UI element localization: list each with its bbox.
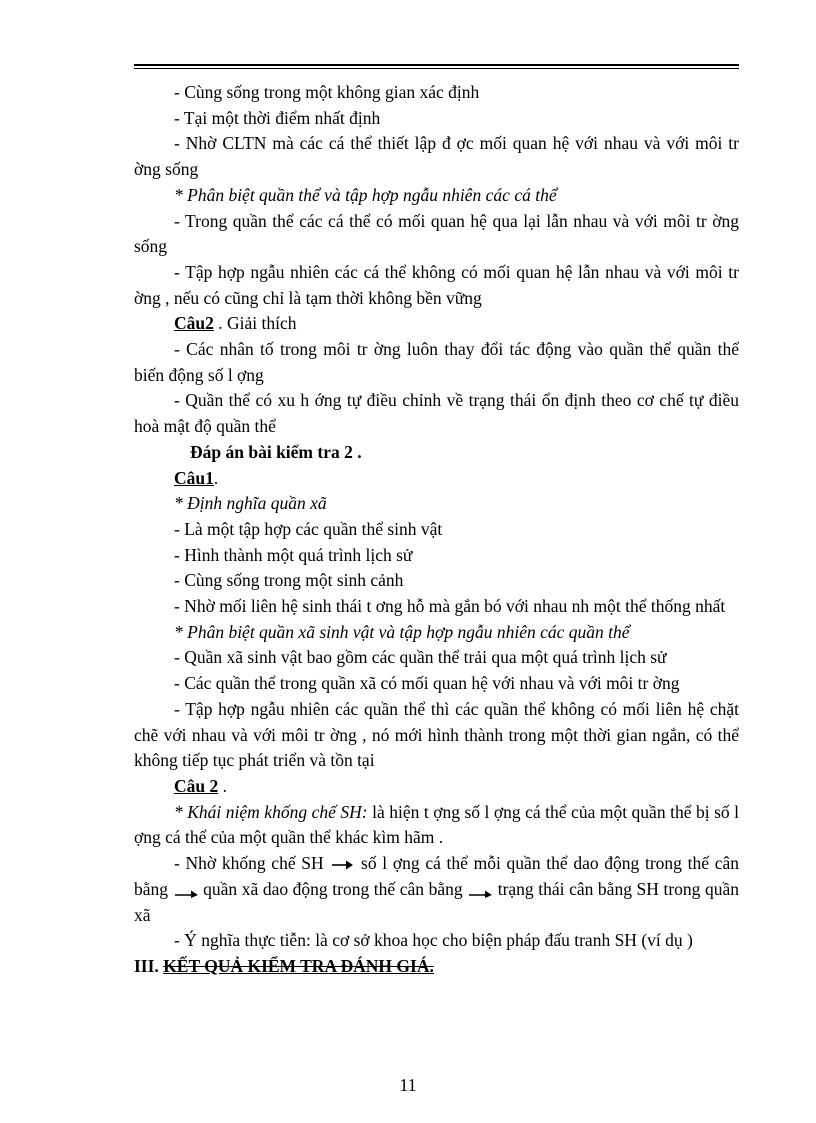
text-line: - Hình thành một quá trình lịch sử (174, 544, 413, 565)
text-line: - Ý nghĩa thực tiễn: là cơ sở khoa học cho biện pháp đấu tranh SH (ví dụ ) (174, 930, 693, 951)
text-paragraph (134, 800, 739, 851)
text-segment: quần xã dao động trong thế cân bằng (198, 878, 468, 899)
subheading: * Phân biệt quần thể và tập hợp ngẫu nhiên các cá thể (174, 184, 557, 205)
question-heading (134, 311, 739, 337)
text-paragraph: - Nhờ CLTN mà các cá thể thiết lập đ ợc mối quan hệ với nhau và với môi tr ờng sống (134, 133, 739, 180)
page-number: 11 (399, 1075, 417, 1095)
text-line: - Là một tập hợp các quần thể sinh vật (174, 518, 443, 539)
section-heading: Đáp án bài kiểm tra 2 . (190, 441, 362, 462)
text-paragraph: - Trong quần thể các cá thể có mối quan hệ qua lại lẫn nhau và với môi tr ờng sống (134, 210, 739, 257)
text-line: - Quần xã sinh vật bao gồm các quần thể trải qua một quá trình lịch sử (174, 647, 667, 668)
question-heading (134, 466, 739, 492)
text-paragraph: - Tập hợp ngẫu nhiên các quần thể thì các quần thể không có mối liên hệ chặt chẽ với nhau và với môi tr ờng , nó mới hình thành trong một thời gian ngắn, có thể không tiếp tục phát triển và tồn tại (134, 698, 739, 771)
question-label: Câu2 (174, 313, 214, 334)
right-arrow-icon (173, 886, 199, 898)
subheading: * Định nghĩa quần xã (174, 493, 327, 514)
question-label-rest: . (218, 775, 227, 796)
right-arrow-icon (467, 886, 493, 898)
text-line: - Cùng sống trong một sinh cảnh (174, 570, 404, 591)
question-label-rest: . Giải thích (213, 313, 297, 334)
section-title: KẾT QUẢ KIỂM TRA ĐÁNH GIÁ. (163, 955, 434, 976)
text-paragraph: - Các quần thể trong quần xã có mối quan hệ với nhau và với môi tr ờng (174, 673, 680, 694)
section-number: III. (134, 955, 159, 976)
right-arrow-icon (329, 859, 355, 871)
text-line: - Cùng sống trong một không gian xác định (174, 82, 480, 102)
question-label: Câu1 (174, 467, 214, 488)
section-heading-3 (134, 954, 739, 980)
subheading: * Phân biệt quần xã sinh vật và tập hợp ngẫu nhiên các quần thể (174, 621, 630, 642)
question-label-rest: . (213, 467, 219, 488)
text-segment: trạng thái cân bằng SH trong quần xã (134, 878, 739, 925)
text-segment: - Nhờ khống chế SH (174, 853, 330, 874)
text-paragraph: - Các nhân tố trong môi tr ờng luôn thay đổi tác động vào quần thể quần thể biến động số l ợng (134, 339, 739, 385)
definition-text: là hiện t ợng số l ợng cá thể của một quần thể bị số l ợng cá thể của một quần thể khác kìm hãm . (134, 801, 739, 848)
text-segment: số l ợng cá thể mỗi quần thể dao động trong thế cân bằng (134, 853, 739, 899)
text-line: - Tại một thời điểm nhất định (174, 107, 381, 128)
definition-term: * Khái niệm khống chế SH: (174, 801, 368, 822)
text-paragraph (134, 851, 739, 928)
text-paragraph: - Nhờ mối liên hệ sinh thái t ơng hỗ mà gắn bó với nhau nh một thể thống nhất (174, 596, 726, 617)
text-paragraph: - Tập hợp ngẫu nhiên các cá thể không có mối quan hệ lẫn nhau và với môi tr ờng , nếu có cũng chỉ là tạm thời không bền vững (134, 261, 739, 308)
header-rule-thin (134, 68, 739, 69)
question-heading (134, 774, 739, 800)
header-rule-thick (134, 64, 739, 66)
question-label: Câu 2 (174, 775, 219, 796)
document-body (134, 80, 739, 980)
text-paragraph: - Quần thể có xu h ớng tự điều chỉnh về trạng thái ổn định theo cơ chế tự điều hoà mật độ quần thể (134, 390, 739, 437)
